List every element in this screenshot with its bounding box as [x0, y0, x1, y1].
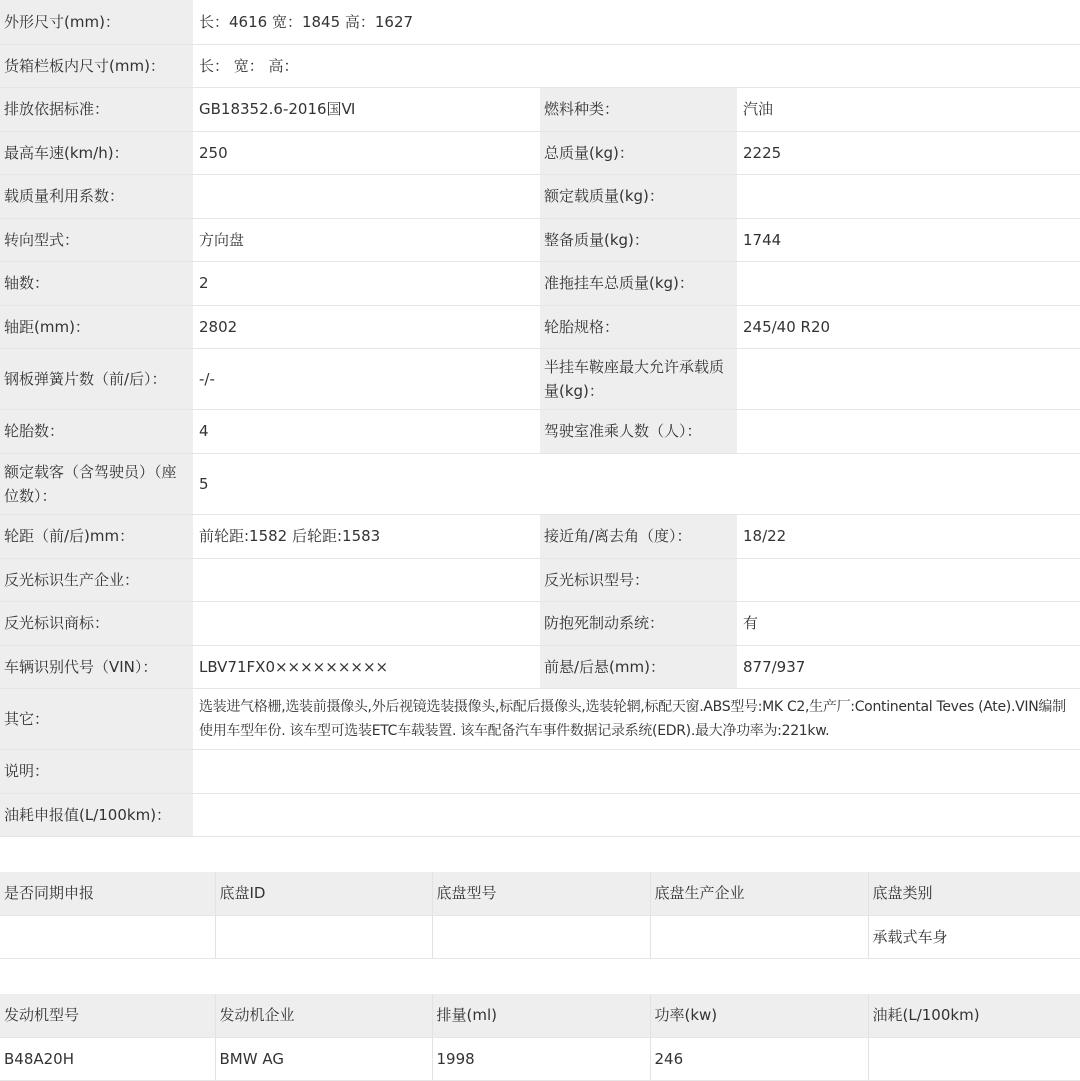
vin-label: 车辆识别代号（VIN）： — [0, 645, 193, 688]
section-gap — [0, 837, 1080, 872]
chassis-data-cell: 承载式车身 — [868, 916, 1080, 959]
chassis-header-cell: 底盘ID — [215, 872, 432, 916]
spec-row-axles — [0, 261, 1080, 305]
steering-label: 转向型式： — [0, 218, 193, 261]
chassis-data-cell — [432, 916, 650, 959]
chassis-data-cell — [650, 916, 868, 959]
chassis-data-cell — [0, 916, 215, 959]
speed-value: 250 — [193, 131, 540, 174]
chassis-header-cell: 底盘生产企业 — [650, 872, 868, 916]
total-mass-label: 总质量(kg)： — [540, 131, 737, 174]
spec-row-note — [0, 749, 1080, 793]
engine-table — [0, 994, 1080, 1081]
other-value: 选装进气格栅,选装前摄像头,外后视镜选装摄像头,标配后摄像头,选装轮辋,标配天窗.ABS型号:MK C2,生产厂:Continental Teves (Ate).VIN编制使用车型年份. 该车型可选装ETC车载装置. 该车配备汽车事件数据记录系统(EDR).最大净功率为:221kw. — [193, 688, 1080, 749]
cab-capacity-value — [737, 409, 1080, 453]
track-label: 轮距（前/后)mm： — [0, 514, 193, 558]
reflector-brand-value — [193, 601, 540, 645]
saddle-load-value — [737, 348, 1080, 409]
approach-angle-label: 接近角/离去角（度）： — [540, 514, 737, 558]
spec-row-emission — [0, 87, 1080, 131]
reflector-maker-label: 反光标识生产企业： — [0, 558, 193, 601]
spec-row-fuel-consumption — [0, 793, 1080, 836]
steering-value: 方向盘 — [193, 218, 540, 261]
fuel-value: 汽油 — [737, 87, 1080, 131]
tire-count-value: 4 — [193, 409, 540, 453]
total-mass-value: 2225 — [737, 131, 1080, 174]
dims-value: 长：4616 宽：1845 高：1627 — [193, 0, 1080, 44]
spec-row-wheelbase — [0, 305, 1080, 348]
rated-load-label: 额定载质量(kg)： — [540, 174, 737, 218]
reflector-model-label: 反光标识型号： — [540, 558, 737, 601]
trailer-mass-value — [737, 261, 1080, 305]
spec-row-reflector — [0, 558, 1080, 601]
fuel-label: 燃料种类： — [540, 87, 737, 131]
chassis-data-cell — [215, 916, 432, 959]
chassis-header-cell: 底盘类别 — [868, 872, 1080, 916]
emission-label: 排放依据标准： — [0, 87, 193, 131]
cargo-label: 货箱栏板内尺寸(mm)： — [0, 44, 193, 87]
speed-label: 最高车速(km/h)： — [0, 131, 193, 174]
note-value — [193, 749, 1080, 793]
overhang-value: 877/937 — [737, 645, 1080, 688]
fuel-consumption-value — [193, 793, 1080, 836]
spec-row-leaf — [0, 348, 1080, 409]
reflector-model-value — [737, 558, 1080, 601]
engine-data-cell — [868, 1037, 1080, 1080]
emission-value: GB18352.6-2016国Ⅵ — [193, 87, 540, 131]
spec-row-tires — [0, 409, 1080, 453]
engine-data-cell: B48A20H — [0, 1037, 215, 1080]
engine-header-cell: 功率(kw) — [650, 994, 868, 1037]
engine-header-cell: 发动机型号 — [0, 994, 215, 1037]
spec-row-seats — [0, 453, 1080, 514]
engine-header-cell: 排量(ml) — [432, 994, 650, 1037]
engine-data-cell: BMW AG — [215, 1037, 432, 1080]
spec-row-load — [0, 174, 1080, 218]
curb-mass-label: 整备质量(kg)： — [540, 218, 737, 261]
engine-header-cell: 发动机企业 — [215, 994, 432, 1037]
note-label: 说明： — [0, 749, 193, 793]
section-gap — [0, 959, 1080, 994]
tire-count-label: 轮胎数： — [0, 409, 193, 453]
cab-capacity-label: 驾驶室准乘人数（人）： — [540, 409, 737, 453]
axles-label: 轴数： — [0, 261, 193, 305]
reflector-brand-label: 反光标识商标： — [0, 601, 193, 645]
trailer-mass-label: 准拖挂车总质量(kg)： — [540, 261, 737, 305]
engine-header-row — [0, 994, 1080, 1037]
spec-row-vin — [0, 645, 1080, 688]
engine-data-cell: 246 — [650, 1037, 868, 1080]
other-label: 其它： — [0, 688, 193, 749]
approach-angle-value: 18/22 — [737, 514, 1080, 558]
spec-row-brand-abs — [0, 601, 1080, 645]
spec-row-speed — [0, 131, 1080, 174]
abs-value: 有 — [737, 601, 1080, 645]
load-util-value — [193, 174, 540, 218]
leaf-spring-value: -/- — [193, 348, 540, 409]
spec-row-other — [0, 688, 1080, 749]
tire-spec-label: 轮胎规格： — [540, 305, 737, 348]
chassis-header-row — [0, 872, 1080, 916]
wheelbase-label: 轴距(mm)： — [0, 305, 193, 348]
saddle-load-label: 半挂车鞍座最大允许承载质量(kg)： — [540, 348, 737, 409]
seats-label: 额定载客（含驾驶员）（座位数）： — [0, 453, 193, 514]
load-util-label: 载质量利用系数： — [0, 174, 193, 218]
seats-value: 5 — [193, 453, 1080, 514]
engine-header-cell: 油耗(L/100km) — [868, 994, 1080, 1037]
spec-row-cargo — [0, 44, 1080, 87]
reflector-maker-value — [193, 558, 540, 601]
cargo-value: 长： 宽： 高： — [193, 44, 1080, 87]
abs-label: 防抱死制动系统： — [540, 601, 737, 645]
track-value: 前轮距:1582 后轮距:1583 — [193, 514, 540, 558]
fuel-consumption-label: 油耗申报值(L/100km)： — [0, 793, 193, 836]
chassis-data-row — [0, 916, 1080, 959]
wheelbase-value: 2802 — [193, 305, 540, 348]
spec-row-track — [0, 514, 1080, 558]
vin-value: LBV71FX0××××××××× — [193, 645, 540, 688]
engine-data-cell: 1998 — [432, 1037, 650, 1080]
engine-data-row — [0, 1037, 1080, 1080]
dims-label: 外形尺寸(mm)： — [0, 0, 193, 44]
overhang-label: 前悬/后悬(mm)： — [540, 645, 737, 688]
spec-row-steering — [0, 218, 1080, 261]
tire-spec-value: 245/40 R20 — [737, 305, 1080, 348]
curb-mass-value: 1744 — [737, 218, 1080, 261]
chassis-header-cell: 是否同期申报 — [0, 872, 215, 916]
rated-load-value — [737, 174, 1080, 218]
axles-value: 2 — [193, 261, 540, 305]
spec-row-dims — [0, 0, 1080, 44]
chassis-header-cell: 底盘型号 — [432, 872, 650, 916]
leaf-spring-label: 钢板弹簧片数（前/后）： — [0, 348, 193, 409]
chassis-table — [0, 872, 1080, 960]
